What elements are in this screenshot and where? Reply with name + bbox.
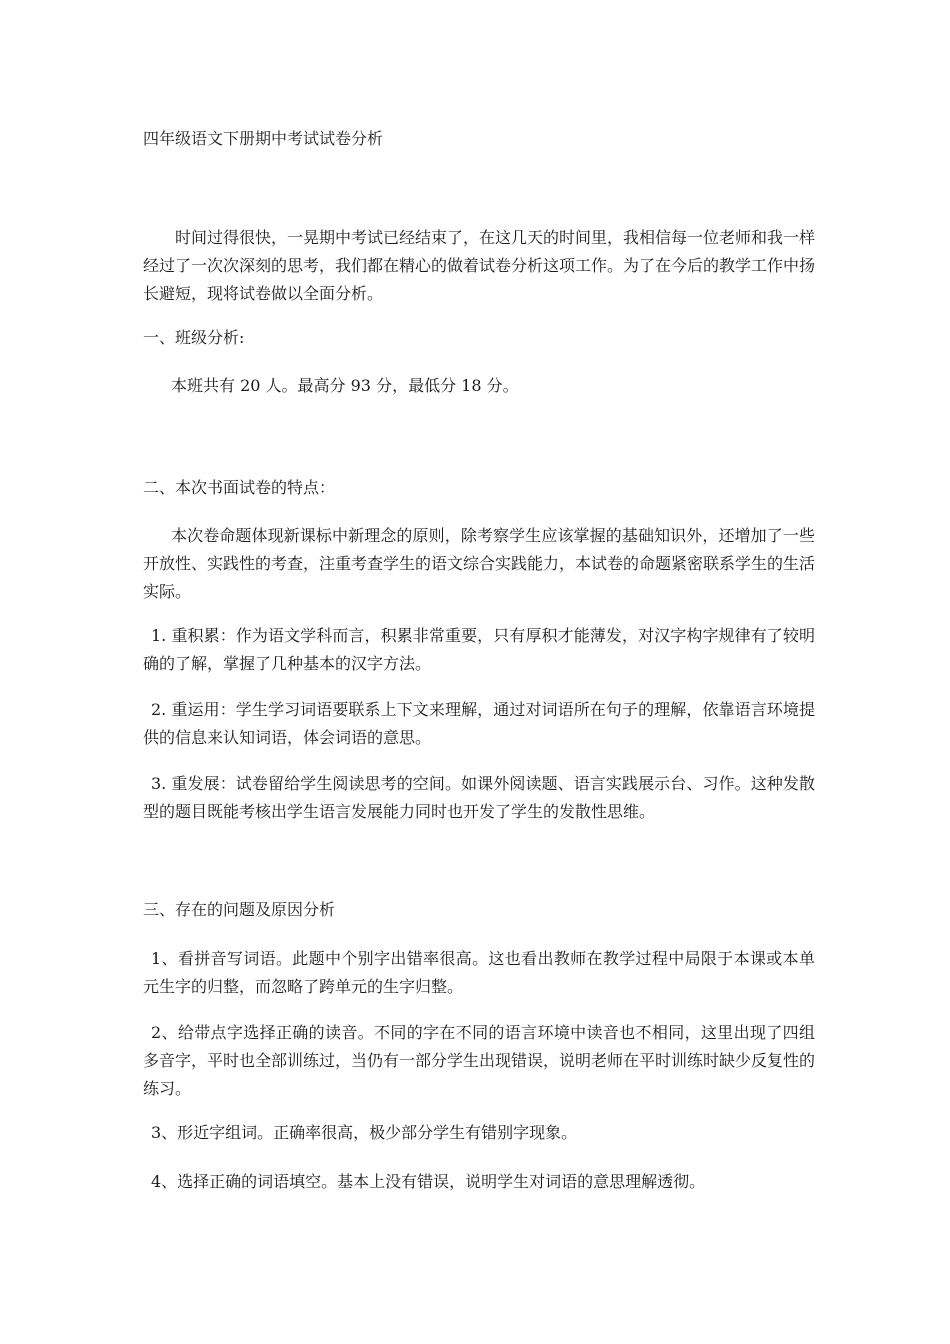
- class-stats-paragraph: 本班共有 20 人。最高分 93 分，最低分 18 分。: [171, 376, 519, 395]
- section-heading-paper-features: 二、本次书面试卷的特点：: [143, 478, 336, 497]
- problem-item-pronunciation: 2、给带点字选择正确的读音。不同的字在不同的语言环境中读音也不相同，这里出现了四组多音字，平时也全部训练过，当仍有一部分学生出现错误，说明老师在平时训练时缺少反复性的练习。: [143, 1023, 816, 1098]
- section-heading-problems: 三、存在的问题及原因分析: [143, 900, 336, 919]
- paper-features-intro: 本次卷命题体现新课标中新理念的原则，除考察学生应该掌握的基础知识外，还增加了一些开放性、实践性的考查，注重考查学生的语文综合实践能力，本试卷的命题紧密联系学生的生活实际。: [143, 526, 816, 601]
- problem-item-similar-characters: 3、形近字组词。正确率很高，极少部分学生有错别字现象。: [151, 1123, 578, 1142]
- section-heading-class-analysis: 一、班级分析:: [143, 328, 245, 347]
- feature-item-application: 2. 重运用：学生学习词语要联系上下文来理解，通过对词语所在句子的理解，依靠语言环境提供的信息来认知词语，体会词语的意思。: [143, 700, 815, 747]
- document-page: [143, 0, 815, 1344]
- feature-item-accumulation: 1. 重积累：作为语文学科而言，积累非常重要，只有厚积才能薄发，对汉字构字规律有了较明确的了解，掌握了几种基本的汉字方法。: [143, 626, 815, 673]
- document-title: 四年级语文下册期中考试试卷分析: [143, 129, 384, 148]
- problem-item-word-fill: 4、选择正确的词语填空。基本上没有错误，说明学生对词语的意思理解透彻。: [151, 1172, 706, 1191]
- intro-paragraph: 时间过得很快，一晃期中考试已经结束了，在这几天的时间里，我相信每一位老师和我一样经过了一次次深刻的思考，我们都在精心的做着试卷分析这项工作。为了在今后的教学工作中扬长避短，现将试卷做以全面分析。: [143, 228, 816, 303]
- problem-item-pinyin: 1、看拼音写词语。此题中个别字出错率很高。这也看出教师在教学过程中局限于本课或本单元生字的归整，而忽略了跨单元的生字归整。: [143, 949, 815, 996]
- feature-item-development: 3. 重发展：试卷留给学生阅读思考的空间。如课外阅读题、语言实践展示台、习作。这种发散型的题目既能考核出学生语言发展能力同时也开发了学生的发散性思维。: [143, 774, 815, 821]
